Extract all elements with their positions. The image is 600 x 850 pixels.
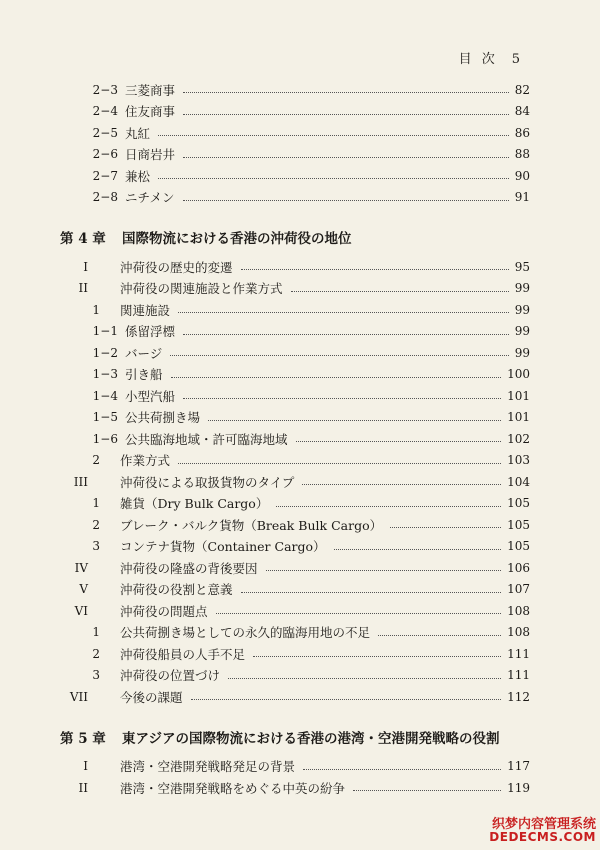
- entry-page-number: 108: [507, 625, 530, 640]
- entry-number: 2−7: [92, 168, 118, 183]
- dot-leader: [178, 463, 501, 464]
- entry-number: 2−4: [92, 104, 118, 119]
- entry-title: 住友商事: [125, 104, 176, 120]
- entry-title: 沖荷役の問題点: [120, 603, 208, 619]
- dot-leader: [241, 592, 501, 593]
- dot-leader: [291, 291, 509, 292]
- entry-page-number: 86: [514, 125, 530, 140]
- entry-page-number: 108: [507, 603, 530, 618]
- entry-title: バージ: [125, 345, 163, 361]
- entry-number: 1−5: [92, 410, 118, 425]
- toc-entry: [60, 299, 530, 321]
- toc-entry: [60, 536, 530, 558]
- entry-title: 丸紅: [125, 125, 151, 141]
- toc-entry: [60, 278, 530, 300]
- entry-title: 沖荷役による取扱貨物のタイプ: [120, 474, 295, 490]
- running-head-title: 目 次: [458, 52, 498, 67]
- entry-number: 1: [92, 625, 100, 640]
- entry-page-number: 90: [514, 168, 530, 183]
- watermark-line-1: 织梦内容管理系统: [491, 816, 596, 832]
- toc-entry: [60, 342, 530, 364]
- entry-number: 2: [92, 453, 100, 468]
- entry-number: 1−4: [92, 388, 118, 403]
- dot-leader: [191, 699, 501, 700]
- entry-page-number: 100: [507, 367, 530, 382]
- toc-entry: [60, 600, 530, 622]
- dot-leader: [158, 135, 509, 136]
- toc-entry: [60, 756, 530, 778]
- chapter-label: 第 4 章: [60, 231, 106, 247]
- entry-number: II: [78, 780, 88, 795]
- entry-number: 2−8: [92, 190, 118, 205]
- entry-number: VI: [74, 603, 88, 618]
- entry-title: 公共荷捌き場: [125, 410, 201, 426]
- dot-leader: [216, 613, 501, 614]
- entry-title: 沖荷役の隆盛の背後要因: [120, 560, 258, 576]
- toc-entry: [60, 407, 530, 429]
- entry-page-number: 99: [514, 345, 530, 360]
- entry-page-number: 99: [514, 302, 530, 317]
- entry-number: 1−2: [92, 345, 118, 360]
- entry-page-number: 105: [507, 496, 530, 511]
- entry-title: 沖荷役の役割と意義: [120, 582, 233, 598]
- toc-entry: [60, 122, 530, 144]
- entry-title: 港湾・空港開発戦略をめぐる中英の紛争: [120, 780, 346, 796]
- dot-leader: [241, 269, 509, 270]
- dot-leader: [378, 635, 501, 636]
- entry-number: III: [73, 474, 88, 489]
- entry-number: 1−6: [92, 431, 118, 446]
- entry-page-number: 117: [507, 759, 530, 774]
- entry-page-number: 91: [514, 190, 530, 205]
- toc-entry: [60, 428, 530, 450]
- entry-title: コンテナ貨物（Container Cargo）: [120, 539, 326, 555]
- toc-entry: [60, 187, 530, 209]
- dot-leader: [183, 398, 501, 399]
- entry-number: 1: [92, 496, 100, 511]
- dot-leader: [183, 92, 509, 93]
- toc-entry: [60, 686, 530, 708]
- entry-number: 2: [92, 646, 100, 661]
- entry-title: 作業方式: [120, 453, 171, 469]
- dot-leader: [390, 527, 501, 528]
- toc-entry: [60, 579, 530, 601]
- dot-leader: [303, 769, 501, 770]
- running-head-page-number: 5: [511, 52, 520, 67]
- entry-page-number: 119: [507, 780, 530, 795]
- entry-number: 1: [92, 302, 100, 317]
- toc-entry: [60, 385, 530, 407]
- dot-leader: [183, 157, 509, 158]
- entry-title: 今後の課題: [120, 689, 183, 705]
- entry-title: 三菱商事: [125, 82, 176, 98]
- dot-leader: [183, 114, 509, 115]
- dot-leader: [253, 656, 501, 657]
- dot-leader: [296, 441, 501, 442]
- chapter-heading: [60, 222, 530, 252]
- entry-title: ブレーク・バルク貨物（Break Bulk Cargo）: [120, 517, 383, 533]
- entry-title: 雑貨（Dry Bulk Cargo）: [120, 496, 269, 512]
- toc-entry: [60, 622, 530, 644]
- toc-entry: [60, 777, 530, 799]
- entry-page-number: 99: [514, 324, 530, 339]
- watermark-line-2: DEDECMS.COM: [489, 830, 596, 845]
- toc-entry: [60, 643, 530, 665]
- entry-page-number: 103: [507, 453, 530, 468]
- entry-page-number: 105: [507, 517, 530, 532]
- entry-page-number: 102: [507, 431, 530, 446]
- entry-number: VII: [69, 689, 88, 704]
- toc-entry: [60, 79, 530, 101]
- entry-number: I: [83, 759, 88, 774]
- entry-page-number: 84: [514, 104, 530, 119]
- entry-number: 2−6: [92, 147, 118, 162]
- dot-leader: [178, 312, 509, 313]
- entry-number: V: [79, 582, 88, 597]
- entry-number: 2: [92, 517, 100, 532]
- table-of-contents: [60, 79, 530, 799]
- entry-title: 沖荷役の歴史的変遷: [120, 259, 233, 275]
- entry-title: 沖荷役の関連施設と作業方式: [120, 281, 283, 297]
- entry-number: I: [83, 259, 88, 274]
- running-head: [459, 48, 520, 67]
- toc-entry: [60, 364, 530, 386]
- entry-number: IV: [74, 560, 88, 575]
- entry-title: 公共臨海地域・許可臨海地域: [125, 431, 288, 447]
- dot-leader: [266, 570, 501, 571]
- entry-page-number: 82: [514, 82, 530, 97]
- entry-number: 1−1: [92, 324, 118, 339]
- entry-number: 3: [92, 539, 100, 554]
- entry-number: 3: [92, 668, 100, 683]
- toc-entry: [60, 450, 530, 472]
- dot-leader: [302, 484, 501, 485]
- dot-leader: [183, 200, 509, 201]
- dot-leader: [158, 178, 509, 179]
- entry-title: 引き船: [125, 367, 163, 383]
- dot-leader: [334, 549, 501, 550]
- entry-title: 関連施設: [120, 302, 171, 318]
- toc-entry: [60, 557, 530, 579]
- entry-page-number: 99: [514, 281, 530, 296]
- toc-entry: [60, 514, 530, 536]
- dot-leader: [183, 334, 509, 335]
- entry-number: II: [78, 281, 88, 296]
- entry-number: 2−3: [92, 82, 118, 97]
- entry-page-number: 112: [507, 689, 530, 704]
- entry-page-number: 101: [507, 410, 530, 425]
- dot-leader: [228, 678, 501, 679]
- toc-entry: [60, 256, 530, 278]
- dot-leader: [353, 790, 501, 791]
- toc-entry: [60, 101, 530, 123]
- dot-leader: [171, 377, 501, 378]
- entry-title: 港湾・空港開発戦略発足の背景: [120, 759, 296, 775]
- toc-entry: [60, 165, 530, 187]
- toc-entry: [60, 471, 530, 493]
- chapter-heading: [60, 722, 530, 752]
- toc-entry: [60, 144, 530, 166]
- dot-leader: [170, 355, 509, 356]
- entry-title: 沖荷役の位置づけ: [120, 668, 221, 684]
- toc-entry: [60, 665, 530, 687]
- entry-number: 2−5: [92, 125, 118, 140]
- entry-page-number: 111: [507, 646, 530, 661]
- entry-number: 1−3: [92, 367, 118, 382]
- chapter-title: 国際物流における香港の沖荷役の地位: [122, 231, 352, 247]
- toc-entry: [60, 321, 530, 343]
- toc-entry: [60, 493, 530, 515]
- entry-page-number: 104: [507, 474, 530, 489]
- chapter-title: 東アジアの国際物流における香港の港湾・空港開発戦略の役割: [122, 730, 500, 747]
- entry-title: 沖荷役船員の人手不足: [120, 646, 246, 662]
- chapter-label: 第 5 章: [60, 730, 106, 747]
- watermark: [489, 818, 596, 844]
- entry-page-number: 106: [507, 560, 530, 575]
- entry-title: 兼松: [125, 168, 151, 184]
- entry-page-number: 95: [514, 259, 530, 274]
- entry-page-number: 111: [507, 668, 530, 683]
- entry-title: 係留浮標: [125, 324, 176, 340]
- entry-page-number: 105: [507, 539, 530, 554]
- entry-page-number: 101: [507, 388, 530, 403]
- dot-leader: [276, 506, 501, 507]
- entry-title: 日商岩井: [125, 147, 176, 163]
- dot-leader: [208, 420, 501, 421]
- entry-title: 小型汽船: [125, 388, 176, 404]
- entry-page-number: 88: [514, 147, 530, 162]
- entry-page-number: 107: [507, 582, 530, 597]
- entry-title: 公共荷捌き場としての永久的臨海用地の不足: [120, 625, 371, 641]
- entry-title: ニチメン: [125, 190, 175, 206]
